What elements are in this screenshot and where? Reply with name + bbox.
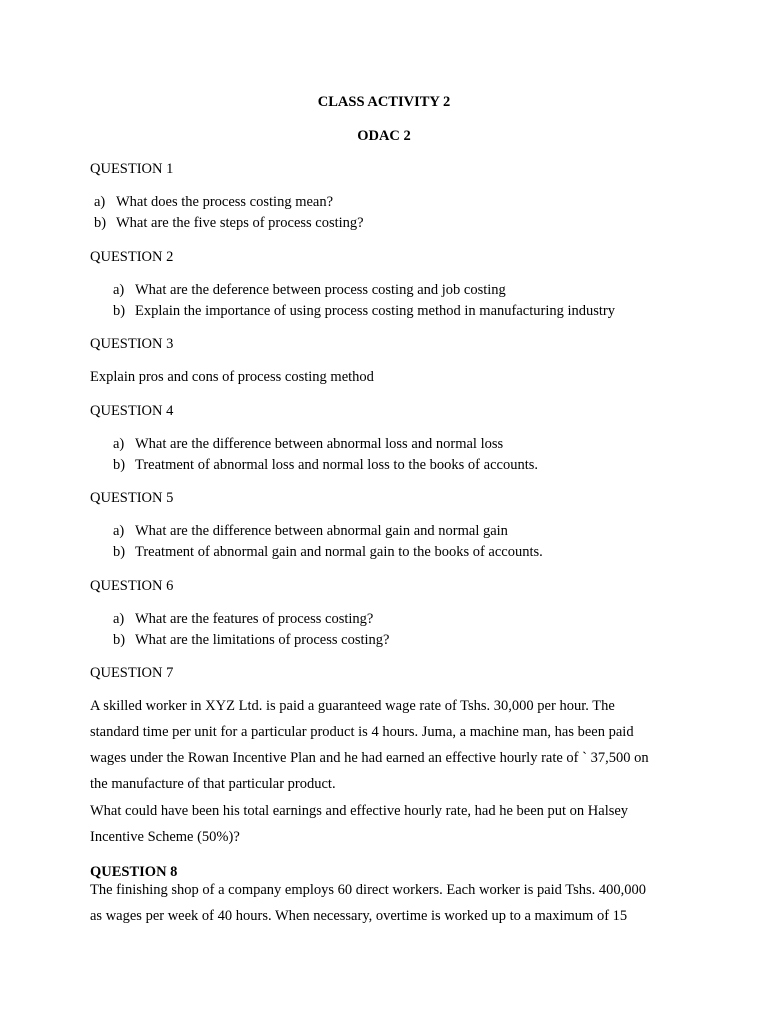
list-item xyxy=(113,302,615,320)
question-3-text: Explain pros and cons of process costing method xyxy=(90,369,374,385)
list-item-text: Treatment of abnormal gain and normal gain to the books of accounts. xyxy=(135,544,543,560)
list-item-text: What are the features of process costing? xyxy=(135,611,374,627)
list-item-text: What are the difference between abnormal gain and normal gain xyxy=(135,523,508,539)
list-item xyxy=(113,435,503,453)
question-4-heading: QUESTION 4 xyxy=(90,403,174,419)
list-marker: b) xyxy=(113,303,126,319)
question-7-heading: QUESTION 7 xyxy=(90,665,174,681)
document-title: CLASS ACTIVITY 2 xyxy=(317,94,451,110)
list-marker: b) xyxy=(113,632,126,648)
list-item xyxy=(94,214,364,232)
question-1-heading: QUESTION 1 xyxy=(90,161,174,177)
list-item-text: What are the limitations of process costing? xyxy=(135,632,390,648)
question-2-heading: QUESTION 2 xyxy=(90,249,174,265)
list-marker: b) xyxy=(94,215,107,231)
list-marker: a) xyxy=(113,282,125,298)
question-7-line: What could have been his total earnings and effective hourly rate, had he been put on Halsey xyxy=(90,803,629,819)
question-8-line: as wages per week of 40 hours. When necessary, overtime is worked up to a maximum of 15 xyxy=(90,908,628,924)
list-item-text: What does the process costing mean? xyxy=(116,194,334,210)
question-7-line: standard time per unit for a particular product is 4 hours. Juma, a machine man, has been paid xyxy=(90,724,634,740)
list-item xyxy=(113,631,389,649)
list-item xyxy=(113,281,506,299)
question-5-heading: QUESTION 5 xyxy=(90,490,174,506)
list-item xyxy=(94,193,333,211)
list-item xyxy=(113,456,538,474)
list-marker: b) xyxy=(113,457,126,473)
list-marker: a) xyxy=(113,436,125,452)
list-item-text: What are the deference between process costing and job costing xyxy=(135,282,506,298)
question-8-line: The finishing shop of a company employs 60 direct workers. Each worker is paid Tshs. 400,000 xyxy=(90,882,647,898)
list-item xyxy=(113,610,373,628)
list-item xyxy=(113,522,508,540)
list-marker: a) xyxy=(113,523,125,539)
list-marker: a) xyxy=(94,194,106,210)
question-7-line: Incentive Scheme (50%)? xyxy=(90,829,240,845)
list-item xyxy=(113,543,543,561)
document-subtitle: ODAC 2 xyxy=(357,128,411,144)
list-item-text: Treatment of abnormal loss and normal loss to the books of accounts. xyxy=(135,457,538,473)
list-item-text: What are the five steps of process costing? xyxy=(116,215,364,231)
question-7-line: wages under the Rowan Incentive Plan and he had earned an effective hourly rate of ` 37,500 on xyxy=(90,750,649,766)
list-marker: a) xyxy=(113,611,125,627)
list-item-text: Explain the importance of using process costing method in manufacturing industry xyxy=(135,303,616,319)
list-marker: b) xyxy=(113,544,126,560)
question-7-line: A skilled worker in XYZ Ltd. is paid a guaranteed wage rate of Tshs. 30,000 per hour. The xyxy=(90,698,615,714)
list-item-text: What are the difference between abnormal loss and normal loss xyxy=(135,436,504,452)
question-7-line: the manufacture of that particular product. xyxy=(90,776,336,792)
question-8-heading: QUESTION 8 xyxy=(90,864,178,880)
question-3-heading: QUESTION 3 xyxy=(90,336,174,352)
question-6-heading: QUESTION 6 xyxy=(90,578,174,594)
